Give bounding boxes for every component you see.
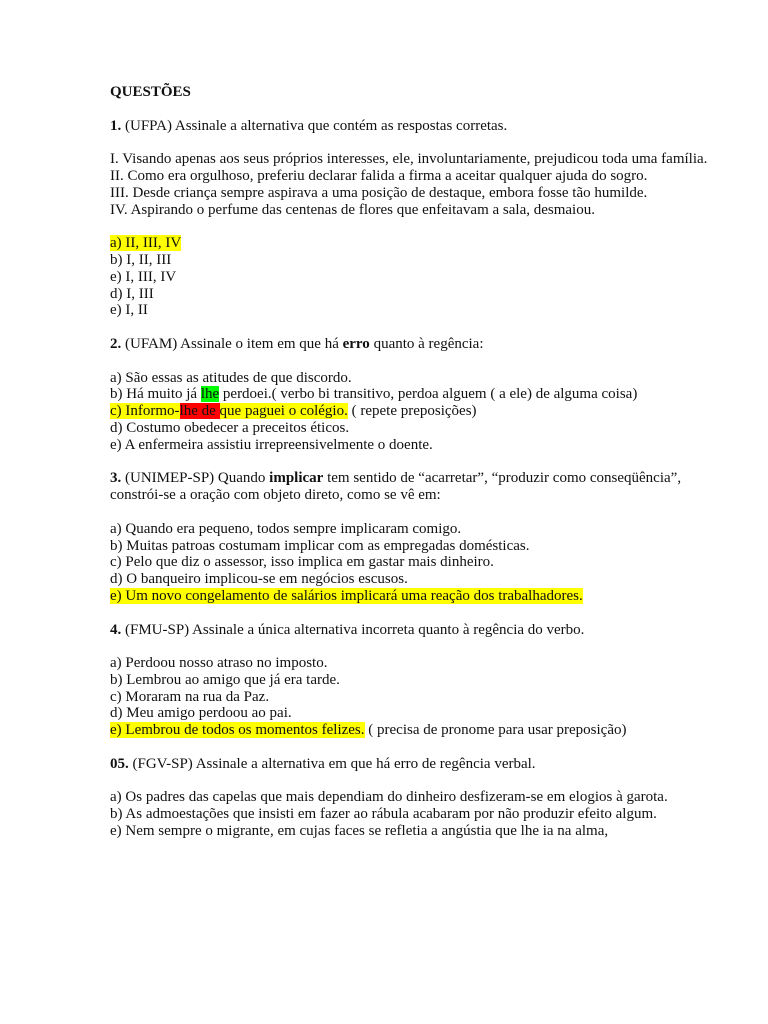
option-b [110, 386, 728, 403]
statement-ii: II. Como era orgulhoso, preferiu declarar falida a firma a aceitar qualquer ajuda do sogro. [110, 167, 648, 184]
option-note: ( precisa de pronome para usar preposição) [364, 722, 627, 739]
question-text: (UNIMEP-SP) Quando [121, 470, 270, 487]
option-a: a) Perdoou nosso atraso no imposto. [110, 655, 328, 672]
question-1-options [110, 235, 728, 319]
question-number: 05. [110, 755, 129, 772]
question-text: (FMU-SP) Assinale a única alternativa incorreta quanto à regência do verbo. [121, 621, 585, 638]
option-note: ( repete preposições) [347, 403, 477, 420]
question-text-end: tem sentido de “acarretar”, “produzir como conseqüência”, constrói-se a oração com objeto direto, como se vê em: [110, 470, 682, 504]
question-4-stem [110, 622, 728, 639]
option-text-highlighted: e) Lembrou de todos os momentos felizes. [110, 722, 365, 739]
option-d: d) O banqueiro implicou-se em negócios escusos. [110, 571, 408, 588]
question-keyword: erro [342, 335, 370, 352]
option-a: a) Quando era pequeno, todos sempre implicaram comigo. [110, 520, 462, 537]
option-c: e) I, III, IV [110, 268, 177, 285]
option-e: e) A enfermeira assistiu irrepreensivelmente o doente. [110, 436, 433, 453]
red-highlight: lhe de [179, 403, 220, 420]
question-2-options [110, 370, 728, 454]
option-c: e) Nem sempre o migrante, em cujas faces se refletia a angústia que lhe ia na alma, [110, 823, 609, 840]
option-b: b) As admoestações que insisti em fazer ao rábula acabaram por não produzir efeito algum. [110, 806, 657, 823]
green-highlight: lhe [200, 386, 220, 403]
option-a: a) Os padres das capelas que mais dependiam do dinheiro desfizeram-se em elogios à garota. [110, 789, 668, 806]
option-note: perdoei.( verbo bi transitivo, perdoa alguem ( a ele) de alguma coisa) [219, 386, 638, 403]
option-b: b) I, II, III [110, 251, 172, 268]
question-4-options [110, 655, 728, 739]
option-c: c) Pelo que diz o assessor, isso implica em gastar mais dinheiro. [110, 554, 494, 571]
question-5-options [110, 789, 728, 839]
question-number: 3. [110, 470, 122, 487]
question-text-end: quanto à regência: [369, 335, 484, 352]
option-c: c) Moraram na rua da Paz. [110, 688, 270, 705]
question-number: 4. [110, 621, 122, 638]
question-number: 2. [110, 335, 122, 352]
option-d: d) Meu amigo perdoou ao pai. [110, 705, 292, 722]
option-c [110, 403, 728, 420]
statement-i: I. Visando apenas aos seus próprios interesses, ele, involuntariamente, prejudicou toda uma família. [110, 151, 708, 168]
question-3-options [110, 521, 728, 605]
option-text: b) Há muito já [110, 386, 201, 403]
question-3-stem [110, 470, 728, 504]
option-e [110, 722, 728, 739]
question-2-stem [110, 336, 728, 353]
statement-iv: IV. Aspirando o perfume das centenas de flores que enfeitavam a sala, desmaiou. [110, 201, 595, 218]
option-d: d) Costumo obedecer a preceitos éticos. [110, 419, 350, 436]
question-number: 1. [110, 117, 122, 134]
question-1-statements [110, 151, 728, 218]
page-title: QUESTÕES [110, 84, 191, 100]
option-a-highlighted: a) II, III, IV [110, 235, 182, 252]
question-text: (FGV-SP) Assinale a alternativa em que há erro de regência verbal. [128, 755, 536, 772]
option-b: b) Lembrou ao amigo que já era tarde. [110, 671, 340, 688]
question-5-stem [110, 756, 728, 773]
option-text-highlighted: que paguei o colégio. [219, 403, 348, 420]
question-text: (UFPA) Assinale a alternativa que contém as respostas corretas. [121, 117, 508, 134]
question-text: (UFAM) Assinale o item em que há [121, 335, 343, 352]
option-a: a) São essas as atitudes de que discordo. [110, 369, 352, 386]
option-d: d) I, III [110, 285, 154, 302]
question-keyword: implicar [269, 470, 324, 487]
option-e-highlighted: e) Um novo congelamento de salários implicará uma reação dos trabalhadores. [110, 587, 583, 604]
statement-iii: III. Desde criança sempre aspirava a uma posição de destaque, embora fosse tão humilde. [110, 184, 648, 201]
question-1-stem [110, 118, 728, 135]
option-b: b) Muitas patroas costumam implicar com as empregadas domésticas. [110, 537, 530, 554]
option-text-highlighted: c) Informo- [110, 403, 180, 420]
option-e: e) I, II [110, 302, 148, 319]
